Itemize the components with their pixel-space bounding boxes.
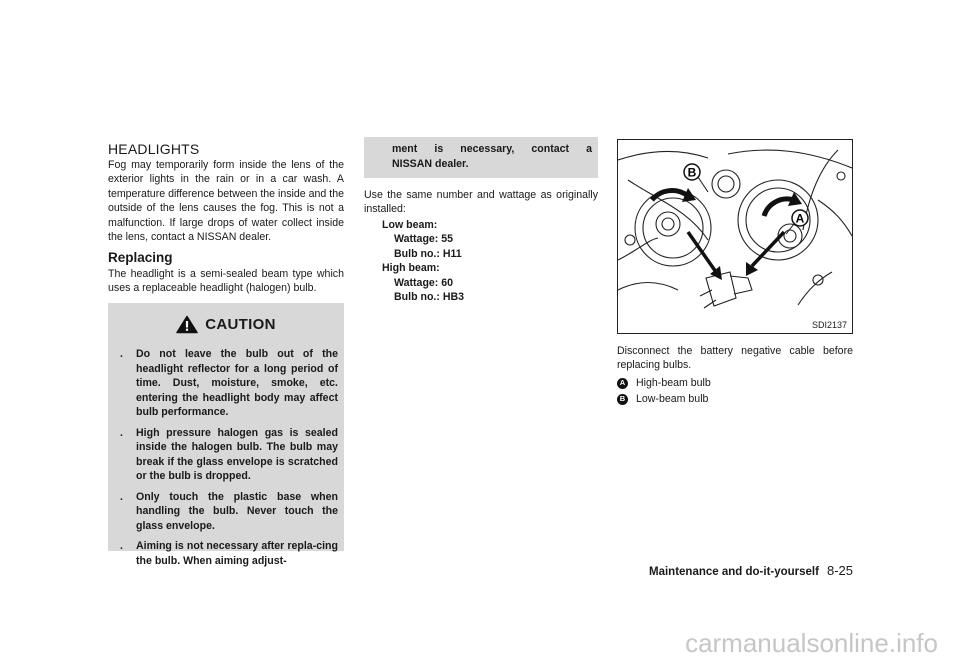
page-footer bbox=[649, 563, 853, 578]
battery-note: Disconnect the battery negative cable before replacing bulbs. bbox=[617, 345, 853, 372]
legend-text: High-beam bulb bbox=[636, 377, 711, 389]
caution-item: . High pressure halogen gas is sealed inside the halogen bulb. The bulb may break if the glass envelope is scratched or the bulb is dropped. bbox=[120, 426, 338, 482]
caution-item: . Aiming is not necessary after repla-cing the bulb. When aiming adjust- bbox=[120, 540, 338, 567]
callout-a: A bbox=[795, 211, 805, 226]
callout-b: B bbox=[687, 165, 697, 180]
replacing-paragraph: The headlight is a semi-sealed beam type which uses a replaceable headlight (halogen) bulb. bbox=[108, 268, 344, 295]
watermark: carmanualsonline.info bbox=[685, 628, 938, 658]
caution-box bbox=[108, 303, 344, 567]
marker-a: A bbox=[617, 378, 628, 389]
legend-item-high-beam bbox=[617, 375, 711, 391]
spec-intro: Use the same number and wattage as originally installed: bbox=[364, 189, 598, 216]
low-beam-bulb: Bulb no.: H11 bbox=[394, 247, 462, 260]
caution-list bbox=[120, 347, 338, 574]
high-beam-label: High beam: bbox=[382, 262, 440, 275]
section-title: HEADLIGHTS bbox=[108, 141, 200, 157]
caution-label: CAUTION bbox=[205, 315, 276, 333]
low-beam-wattage: Wattage: 55 bbox=[394, 233, 454, 246]
high-beam-wattage: Wattage: 60 bbox=[394, 276, 454, 289]
figure-legend bbox=[617, 375, 711, 407]
low-beam-label: Low beam: bbox=[382, 219, 438, 231]
figure-code: SDI2137 bbox=[811, 320, 847, 330]
caution-continued-text: ment is necessary, contact a NISSAN dealer. bbox=[392, 143, 592, 170]
high-beam-bulb: Bulb no.: HB3 bbox=[394, 291, 465, 304]
page-number: 8-25 bbox=[826, 563, 853, 578]
marker-b: B bbox=[617, 394, 628, 405]
engine-bay-drawing bbox=[618, 140, 852, 333]
intro-paragraph: Fog may temporarily form inside the lens of the exterior lights in the rain or in a car wash. A temperature difference between the inside and the outside of the lens causes the fog. This is not a malfunction. If large drops of water collect inside the lens, contact a NISSAN dealer. bbox=[108, 159, 344, 244]
caution-header bbox=[108, 311, 344, 337]
bulb-specs bbox=[382, 218, 464, 304]
caution-item: . Do not leave the bulb out of the headlight reflector for a long period of time. Dust, moisture, smoke, etc. entering the headlight body may affect bulb performance. bbox=[120, 348, 338, 418]
headlight-bulb-illustration bbox=[617, 139, 853, 334]
replacing-heading: Replacing bbox=[108, 250, 173, 265]
caution-item: . Only touch the plastic base when handling the bulb. Never touch the glass envelope. bbox=[120, 490, 338, 532]
legend-item-low-beam bbox=[617, 391, 711, 407]
footer-section-title: Maintenance and do-it-yourself bbox=[649, 566, 819, 578]
warning-icon bbox=[176, 315, 198, 334]
caution-continued-box bbox=[364, 137, 598, 178]
legend-text: Low-beam bulb bbox=[636, 393, 709, 405]
